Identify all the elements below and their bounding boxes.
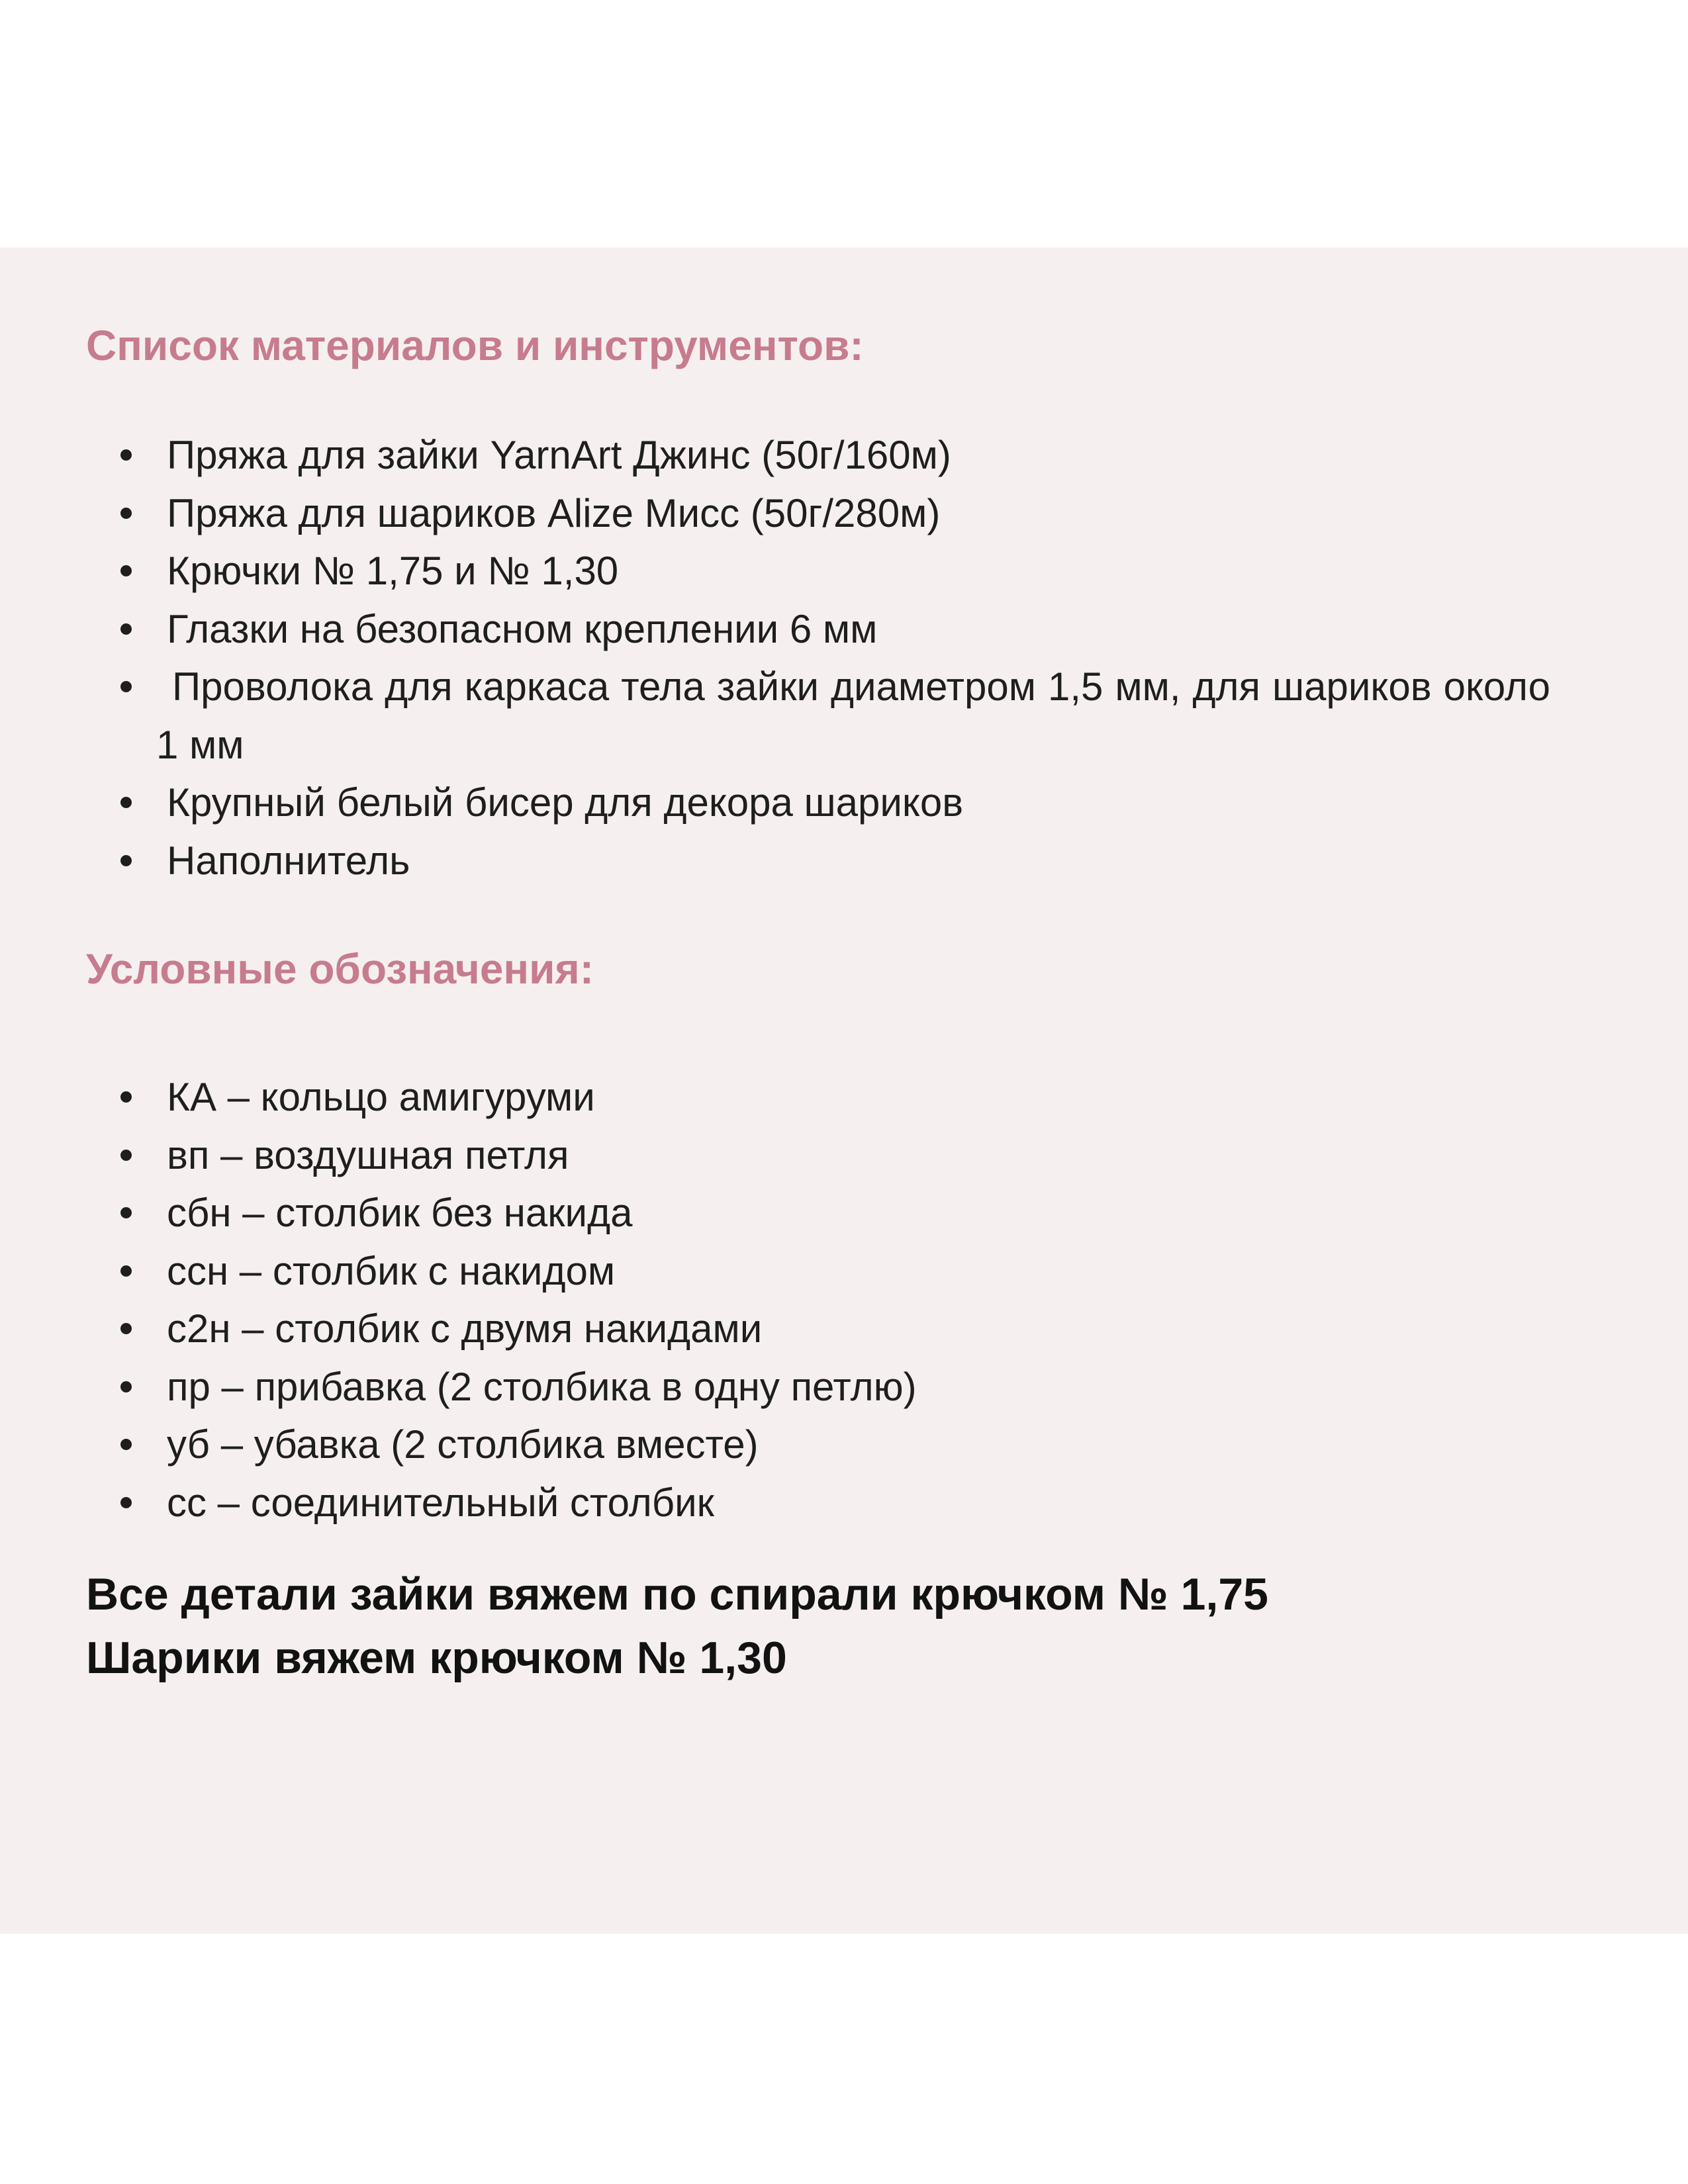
content-panel [0,248,1688,1934]
list-item-text: Пряжа для зайки YarnArt Джинс (50г/160м) [167,433,951,477]
list-item [0,1184,1561,1242]
list-item-text: вп – воздушная петля [167,1132,569,1177]
list-item [0,1242,1561,1300]
bullet-icon [120,1091,132,1103]
legend-list [0,1068,1561,1531]
list-item [0,774,1561,832]
bullet-icon [120,449,132,461]
bullet-icon [120,1497,132,1508]
bullet-icon [120,1439,132,1450]
list-item [0,1126,1561,1185]
list-item-text: с2н – столбик с двумя накидами [167,1306,763,1351]
bullet-icon [120,565,132,576]
list-item-text: сбн – столбик без накида [167,1191,633,1235]
list-item-text: пр – прибавка (2 столбика в одну петлю) [167,1364,917,1409]
bullet-icon [120,1381,132,1392]
list-item [0,484,1561,543]
list-item [0,1358,1561,1416]
bullet-icon [120,1207,132,1218]
bullet-icon [120,1265,132,1277]
list-item [0,426,1561,484]
bullet-icon [120,1150,132,1161]
list-item-text: Пряжа для шариков Alize Мисс (50г/280м) [167,490,941,535]
list-item [0,1068,1561,1126]
materials-list [0,426,1561,889]
list-item-text: Крючки № 1,75 и № 1,30 [167,549,619,593]
list-item [0,542,1561,600]
list-item-text: Наполнитель [167,838,410,883]
list-item [0,1300,1561,1358]
list-item-text: Глазки на безопасном креплении 6 мм [167,606,878,651]
bullet-icon [120,855,132,866]
bullet-icon [120,797,132,808]
legend-heading: Условные обозначения: [86,945,594,993]
list-item [0,832,1561,890]
list-item-text: уб – убавка (2 столбика вместе) [167,1422,759,1467]
bullet-icon [120,1323,132,1334]
bullet-icon [120,681,132,692]
materials-heading: Список материалов и инструментов: [86,322,864,369]
bullet-icon [120,623,132,635]
hook-note-balls: Шарики вяжем крючком № 1,30 [86,1633,787,1683]
list-item [0,1416,1561,1474]
list-item-text: КА – кольцо амигуруми [167,1075,595,1119]
list-item [0,600,1561,659]
hook-note-body: Все детали зайки вяжем по спирали крючком № 1,75 [86,1569,1268,1619]
list-item [0,658,1550,774]
list-item [0,1474,1561,1532]
list-item-text: ссн – столбик с накидом [167,1248,616,1293]
list-item-text: Проволока для каркаса тела зайки диаметром 1,5 мм, для шариков около 1 мм [156,664,1550,767]
bullet-icon [120,508,132,519]
list-item-text: Крупный белый бисер для декора шариков [167,780,964,825]
list-item-text: сс – соединительный столбик [167,1480,714,1525]
